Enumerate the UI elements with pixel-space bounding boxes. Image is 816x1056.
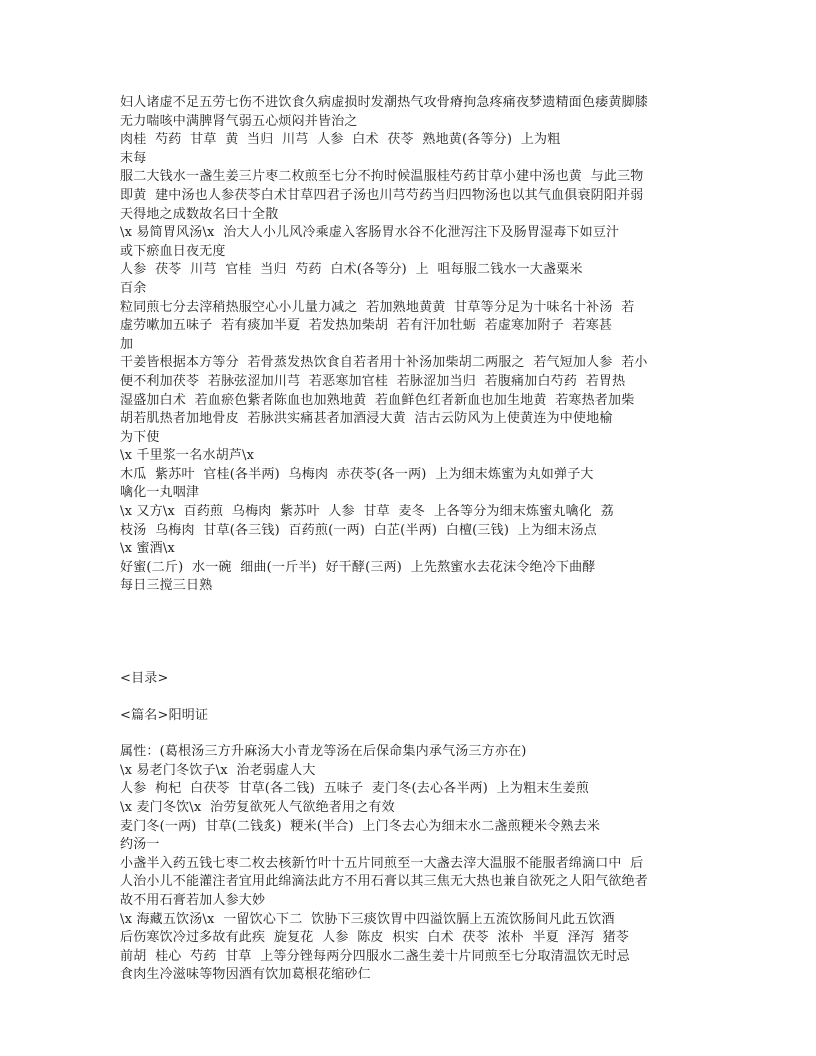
toc-marker: <目录>: [120, 671, 169, 687]
spacer: [120, 689, 720, 707]
text-line: 后伤寒饮冷过多故有此疾 旋复花 人参 陈皮 枳实 白术 茯苓 浓朴 半夏 泽泻 猪苓: [120, 930, 630, 946]
text-line: 干姜皆根据本方等分 若骨蒸发热饮食自若者用十补汤加柴胡二两服之 若气短加人参 若小: [120, 355, 648, 371]
text-line: 或下瘀血日夜无度: [120, 243, 226, 259]
formula-heading-line: \x 又方\x 百药煎 乌梅肉 紫苏叶 人参 甘草 麦冬 上各等分为细末炼蜜丸噙化 荔: [120, 504, 614, 520]
text-line: 湿盛加白术 若血瘀色紫者陈血也加熟地黄 若血鲜色红者新血也加生地黄 若寒热者加柴: [120, 392, 635, 408]
text-line: 约汤一: [120, 837, 160, 853]
document-page: [120, 94, 720, 985]
chapter-body-yangming: [120, 743, 720, 985]
formula-heading-line: \x 千里浆一名水胡芦\x: [120, 448, 255, 464]
text-line: 妇人诸虚不足五劳七伤不进饮食久病虚损时发潮热气攻骨瘠拘急疼痛夜梦遗精面色痿黄脚膝: [120, 95, 649, 110]
text-line: 天得地之成数故名曰十全散: [120, 206, 279, 222]
text-line: 好蜜(二斤) 水一碗 细曲(一斤半) 好干酵(三两) 上先熬蜜水去花沫令绝冷下曲酵: [120, 559, 596, 575]
text-line: 木瓜 紫苏叶 官桂(各半两) 乌梅肉 赤茯苓(各一两) 上为细末炼蜜为丸如弹子大: [120, 466, 594, 482]
formula-heading-line: \x 易简胃风汤\x 治大人小儿风冷乘虚入客肠胃水谷不化泄泻注下及肠胃湿毒下如豆汁: [120, 225, 620, 241]
formula-heading-line: \x 易老门冬饮子\x 治老弱虚人大: [120, 762, 316, 778]
attribute-line: 属性：(葛根汤三方升麻汤大小青龙等汤在后保命集内承气汤三方亦在): [120, 744, 527, 760]
formula-heading-line: \x 麦门冬饮\x 治劳复欲死人气欲绝者用之有效: [120, 800, 395, 815]
text-line: 胡若肌热者加地骨皮 若脉洪实痛甚者加酒浸大黄 洁古云防风为上使黄连为中使地榆: [120, 411, 613, 427]
text-line: 枝汤 乌梅肉 甘草(各三钱) 百药煎(一两) 白芷(半两) 白檀(三钱) 上为细末汤点: [120, 522, 597, 538]
text-line: 每日三搅三日熟: [120, 578, 213, 594]
text-line: 故不用石膏若加人参大妙: [120, 892, 266, 908]
text-line: 服二大钱水一盏生姜三片枣二枚煎至七分不拘时候温服桂芍药甘草小建中汤也黄 与此三物: [120, 169, 644, 185]
text-line: 粒同煎七分去滓稍热服空心小儿量力减之 若加熟地黄黄 甘草等分足为十味名十补汤 若: [120, 299, 635, 315]
chapter-title: <篇名>阳明证: [120, 707, 209, 723]
text-line: 麦门冬(一两) 甘草(二钱炙) 粳米(半合) 上门冬去心为细末水二盏煎粳米令熟去米: [120, 818, 601, 834]
text-line: 即黄 建中汤也人参茯苓白术甘草四君子汤也川芎芍药当归四物汤也以其气血俱衰阴阳并弱: [120, 187, 644, 203]
text-line: 末每: [120, 150, 147, 166]
text-line: 人参 茯苓 川芎 官桂 当归 芍药 白术(各等分) 上 咀每服二钱水一大盏粟米: [120, 262, 583, 278]
text-line: 为下使: [120, 429, 160, 445]
text-line: 食肉生冷滋味等物因酒有饮加葛根花缩砂仁: [120, 967, 371, 983]
text-line: 人治小儿不能灌注者宜用此绵滴法此方不用石膏以其三焦无大热也兼自欲死之人阳气欲绝者: [120, 874, 649, 890]
text-line: 百余: [120, 280, 147, 296]
text-line: 小盏半入药五钱七枣二枚去核新竹叶十五片同煎至一大盏去滓大温服不能服者绵滴口中 后: [120, 855, 644, 871]
text-line: 无力喘咳中满脾肾气弱五心烦闷并皆治之: [120, 113, 358, 129]
text-line: 噙化一丸咽津: [120, 485, 200, 501]
spacer: [120, 596, 720, 670]
text-line: 加: [120, 336, 134, 352]
text-line: 便不利加茯苓 若脉弦涩加川芎 若恶寒加官桂 若脉涩加当归 若腹痛加白芍药 若胃热: [120, 373, 626, 389]
text-line: 人参 枸杞 白茯苓 甘草(各二钱) 五味子 麦门冬(去心各半两) 上为粗末生姜煎: [120, 781, 590, 797]
spacer: [120, 725, 720, 743]
text-line: 前胡 桂心 芍药 甘草 上等分锉每两分四服水二盏生姜十片同煎至七分取清温饮无时忌: [120, 948, 630, 964]
formula-section-shiquan: [120, 94, 720, 596]
text-line: 虚劳嗽加五味子 若有痰加半夏 若发热加柴胡 若有汗加牡蛎 若虚寒加附子 若寒甚: [120, 318, 613, 334]
formula-heading-line: \x 海藏五饮汤\x 一留饮心下二 饮胁下三痰饮胃中四溢饮膈上五流饮肠间凡此五饮酒: [120, 911, 615, 927]
formula-heading-line: \x 蜜酒\x: [120, 541, 175, 557]
text-line: 肉桂 芍药 甘草 黄 当归 川芎 人参 白术 茯苓 熟地黄(各等分) 上为粗: [120, 132, 561, 148]
